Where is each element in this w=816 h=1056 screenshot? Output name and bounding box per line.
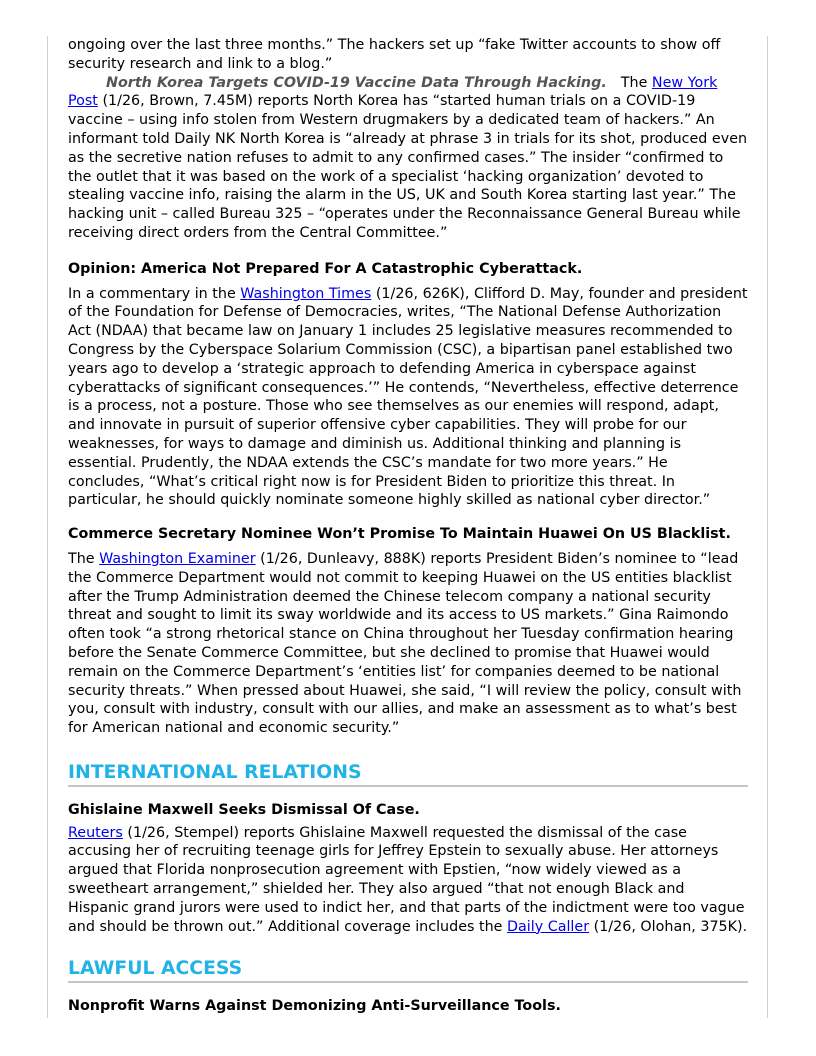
huawei-article-heading: Commerce Secretary Nominee Won’t Promise To Maintain Huawei On US Blacklist. [68, 526, 731, 543]
left-page-rule [47, 36, 48, 1018]
intro-paragraph [68, 36, 748, 74]
surveillance-article-heading: Nonprofit Warns Against Demonizing Anti-Surveillance Tools. [68, 998, 561, 1015]
north-korea-lead: North Korea Targets COVID-19 Vaccine Data Through Hacking. [106, 74, 607, 91]
huawei-body-text: (1/26, Dunleavy, 888K) reports President Biden’s nominee to “lead the Commerce Department would not commit to keeping Huawei on the US entities blacklist after the Trump Administration deemed the Chinese telecom company a national security threat and sought to limit its sway worldwide and its access to US markets.” Gina Raimondo often took “a strong rhetorical stance on China throughout her Tuesday confirmation hearing before the Senate Commerce Committee, but she declined to promise that Huawei would remain on the Commerce Department’s ‘entities list’ for companies deemed to be national security threats.” When pressed about Huawei, she said, “I will review the policy, consult with you, consult with industry, consult with our allies, and make an assessment as to what’s best for American national and economic security.” [68, 550, 742, 737]
daily-caller-link[interactable]: Daily Caller [507, 918, 590, 935]
huawei-article-body [68, 550, 748, 738]
maxwell-article-body [68, 824, 748, 937]
north-korea-paragraph [68, 74, 748, 243]
cyberattack-body-text: (1/26, 626K), Clifford D. May, founder and president of the Foundation for Defense of Democracies, writes, “The National Defense Authorization Act (NDAA) that became law on January 1 includes 25 legislative measures recommended to Congress by the Cyberspace Solarium Commission (CSC), a bipartisan panel established two years ago to develop a ‘strategic approach to defending America in cyberspace against cyberattacks of significant consequences.’” He contends, “Nevertheless, effective deterrence is a process, not a posture. Those who see themselves as our enemies will respond, adapt, and innovate in pursuit of superior offensive cyber capabilities. They will probe for our weaknesses, for ways to damage and diminish us. Additional thinking and planning is essential. Prudently, the NDAA extends the CSC’s mandate for two more years.” He concludes, “What’s critical right now is for President Biden to prioritize this threat. In particular, he should quickly nominate someone highly skilled as national cyber director.” [68, 285, 748, 509]
reuters-link[interactable]: Reuters [68, 824, 123, 841]
cyberattack-article-body [68, 285, 748, 511]
new-york-post-link[interactable]: New York Post [68, 74, 718, 110]
maxwell-article-heading: Ghislaine Maxwell Seeks Dismissal Of Case. [68, 801, 420, 818]
intro-text: ongoing over the last three months.” The hackers set up “fake Twitter accounts to show off security research and link to a blog.” [68, 37, 721, 72]
washington-examiner-link[interactable]: Washington Examiner [99, 550, 256, 567]
north-korea-before-link: The [620, 74, 652, 91]
right-page-rule [767, 36, 768, 1018]
newsletter-column [68, 36, 748, 1016]
huawei-before-link: The [68, 550, 100, 567]
section-heading-international-relations: INTERNATIONAL RELATIONS [68, 762, 748, 787]
cyberattack-article-heading: Opinion: America Not Prepared For A Catastrophic Cyberattack. [68, 260, 583, 277]
washington-times-link[interactable]: Washington Times [240, 285, 372, 302]
section-heading-lawful-access: LAWFUL ACCESS [68, 958, 748, 983]
maxwell-body-text: (1/26, Stempel) reports Ghislaine Maxwell requested the dismissal of the case accusing her of recruiting teenage girls for Jeffrey Epstein to sexually abuse. Her attorneys argued that Florida nonprosecution agreement with Epstien, “now widely viewed as a sweetheart arrangement,” shielded her. They also argued “that not enough Black and Hispanic grand jurors were used to indict her, and that parts of the indictment were too vague and should be thrown out.” Additional coverage includes the [68, 824, 745, 935]
cyberattack-before-link: In a commentary in the [68, 285, 241, 302]
north-korea-body: (1/26, Brown, 7.45M) reports North Korea has “started human trials on a COVID-19 vaccine – using info stolen from Western drugmakers by a dedicated team of hackers.” An informant told Daily NK North Korea is “already at phrase 3 in trials for its shot, produced even as the secretive nation refuses to admit to any confirmed cases.” The insider “confirmed to the outlet that it was based on the work of a specialist ‘hacking organization’ devoted to stealing vaccine info, raising the alarm in the US, UK and South Korea starting last year.” The hacking unit – called Bureau 325 – “operates under the Reconnaissance General Bureau while receiving direct orders from the Central Committee.” [68, 93, 748, 241]
maxwell-after-link: (1/26, Olohan, 375K). [589, 918, 748, 935]
